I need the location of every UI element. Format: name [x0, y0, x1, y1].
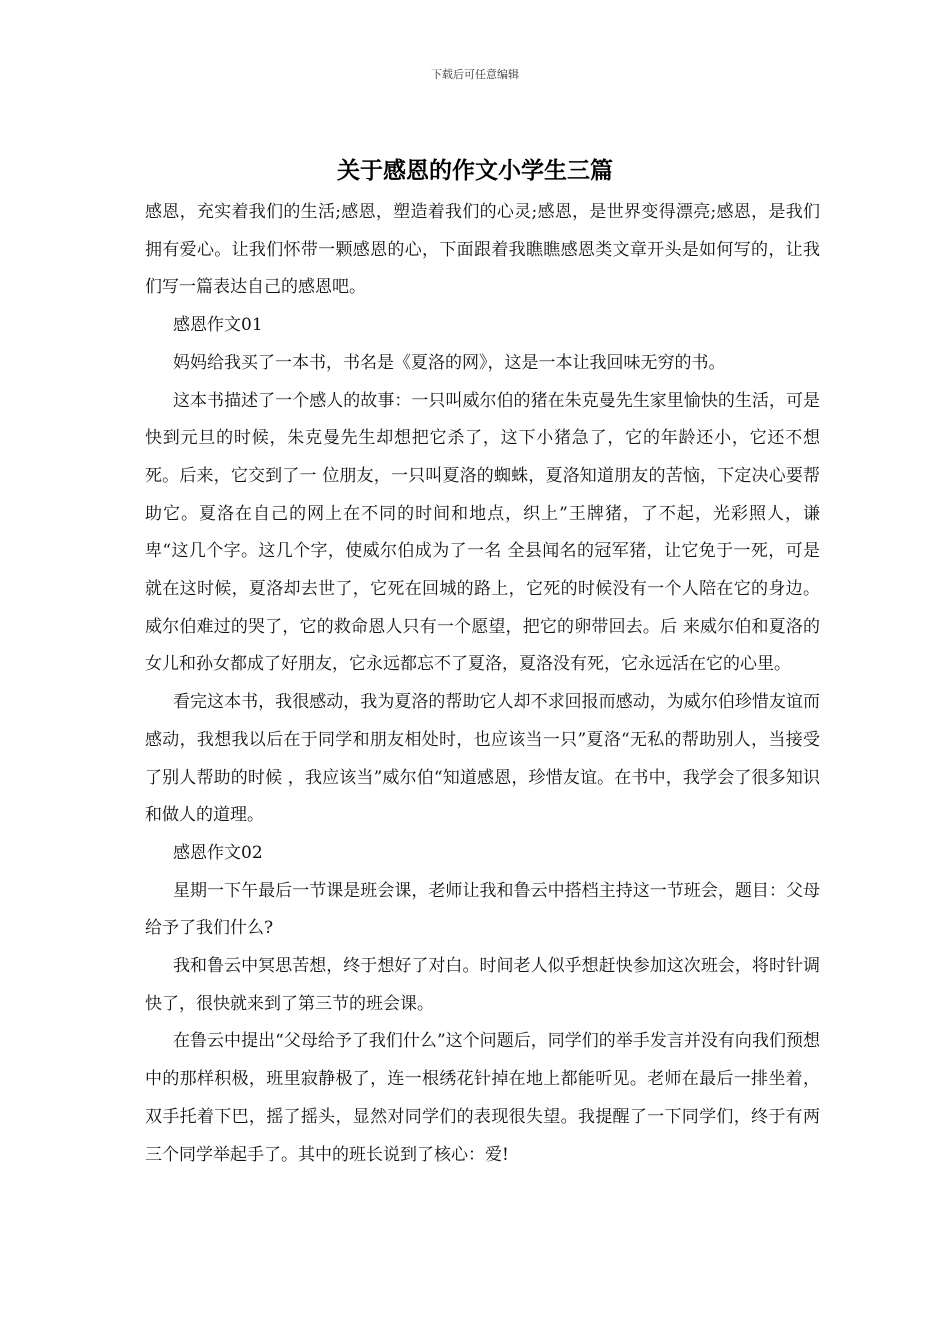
paragraph: 看完这本书，我很感动，我为夏洛的帮助它人却不求回报而感动，为威尔伯珍惜友谊而感动，我想我以后在于同学和朋友相处时，也应该当一只”夏洛“无私的帮助别人，当接受了别人帮助的时候 ，我应该当”威尔伯“知道感恩，珍惜友谊。在书中，我学会了很多知识和做人的道理。 — [145, 692, 820, 826]
paragraph: 我和鲁云中冥思苦想，终于想好了对白。时间老人似乎想赶快参加这次班会，将时针调快了，很快就来到了第三节的班会课。 — [145, 956, 820, 1014]
document-title: 关于感恩的作文小学生三篇 — [337, 157, 613, 184]
document-body — [145, 194, 820, 1174]
page-header: 下载后可任意编辑 — [431, 68, 519, 81]
paragraph: 妈妈给我买了一本书，书名是《夏洛的网》，这是一本让我回味无穷的书。 — [173, 352, 726, 373]
section-heading: 感恩作文02 — [173, 842, 263, 863]
paragraph: 这本书描述了一个感人的故事：一只叫威尔伯的猪在朱克曼先生家里愉快的生活，可是快到元旦的时候，朱克曼先生却想把它杀了，这下小猪急了，它的年龄还小，它还不想死。后来，它交到了一 位朋友，一只叫夏洛的蜘蛛，夏洛知道朋友的苦恼，下定决心要帮助它。夏洛在自己的网上在不同的时间和地点，织上”王牌猪，了不起，光彩照人，谦卑“这几个字。这几个字，使威尔伯成为了一名 全县闻名的冠军猪，让它免于一死，可是就在这时候，夏洛却去世了，它死在回城的路上，它死的时候没有一个人陪在它的身边。威尔伯难过的哭了，它的救命恩人只有一个愿望，把它的卵带回去。后 来威尔伯和夏洛的女儿和孙女都成了好朋友，它永远都忘不了夏洛，夏洛没有死，它永远活在它的心里。 — [145, 390, 820, 675]
section-heading: 感恩作文01 — [173, 315, 263, 336]
paragraph: 在鲁云中提出“父母给予了我们什么”这个问题后，同学们的举手发言并没有向我们预想中的那样积极，班里寂静极了，连一根绣花针掉在地上都能听见。老师在最后一排坐着，双手托着下巴，摇了摇头，显然对同学们的表现很失望。我提醒了一下同学们，终于有两三个同学举起手了。其中的班长说到了核心：爱! — [145, 1031, 820, 1165]
paragraph: 星期一下午最后一节课是班会课，老师让我和鲁云中搭档主持这一节班会，题目：父母给予了我们什么? — [145, 880, 820, 939]
intro-paragraph: 感恩，充实着我们的生活;感恩，塑造着我们的心灵;感恩，是世界变得漂亮;感恩，是我们拥有爱心。让我们怀带一颗感恩的心，下面跟着我瞧瞧感恩类文章开头是如何写的，让我们写一篇表达自己的感恩吧。 — [145, 202, 820, 298]
